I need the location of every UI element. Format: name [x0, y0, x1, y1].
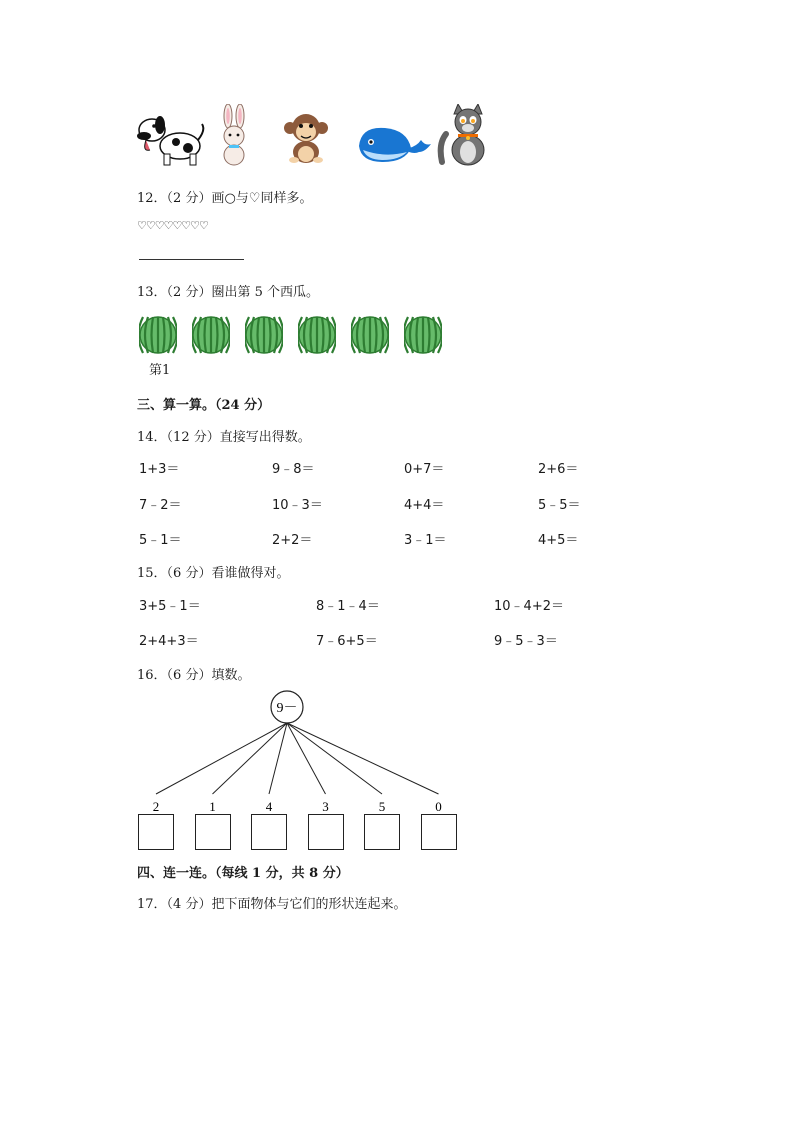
- equation[interactable]: 9﹣8＝: [272, 462, 315, 477]
- question-17: 17．（4 分）把下面物体与它们的形状连起来。: [137, 897, 407, 912]
- watermelon-icon[interactable]: [139, 316, 177, 354]
- answer-box[interactable]: [251, 814, 287, 850]
- equation[interactable]: 5﹣1＝: [139, 533, 182, 548]
- cat-icon: [436, 104, 492, 166]
- equation[interactable]: 7﹣6+5＝: [316, 634, 378, 649]
- branch-line: [269, 723, 287, 794]
- branch-line: [287, 723, 382, 794]
- question-15: 15．（6 分）看谁做得对。: [137, 566, 290, 581]
- equation[interactable]: 4+5＝: [538, 533, 579, 548]
- question-13: 13．（2 分）圈出第 5 个西瓜。: [137, 285, 319, 300]
- question-16: 16．（6 分）填数。: [137, 668, 251, 683]
- section-4-title: 四、连一连。（每线 1 分，共 8 分）: [137, 866, 349, 881]
- branch-line: [213, 723, 288, 794]
- answer-box[interactable]: [308, 814, 344, 850]
- question-14: 14．（12 分）直接写出得数。: [137, 430, 311, 445]
- answer-box[interactable]: [195, 814, 231, 850]
- equation[interactable]: 0+7＝: [404, 462, 445, 477]
- watermelon-icon[interactable]: [351, 316, 389, 354]
- equation[interactable]: 5﹣5＝: [538, 498, 581, 513]
- number-tree: [130, 686, 470, 856]
- root-label: 9－: [276, 701, 298, 716]
- watermelon-icon[interactable]: [192, 316, 230, 354]
- answer-box[interactable]: [421, 814, 457, 850]
- branch-number: 2: [152, 799, 160, 814]
- branch-number: 1: [209, 799, 216, 814]
- whale-icon: [355, 122, 433, 164]
- equation[interactable]: 8﹣1﹣4＝: [316, 599, 380, 614]
- equation[interactable]: 9﹣5﹣3＝: [494, 634, 558, 649]
- dog-icon: [134, 110, 206, 166]
- rabbit-icon: [217, 104, 251, 166]
- monkey-icon: [282, 112, 330, 164]
- equation[interactable]: 3+5﹣1＝: [139, 599, 201, 614]
- hearts-row: ♡♡♡♡♡♡♡♡: [137, 219, 208, 232]
- watermelon-row: [139, 316, 459, 356]
- branch-line: [287, 723, 439, 794]
- answer-line[interactable]: [139, 259, 244, 260]
- equation[interactable]: 10﹣4+2＝: [494, 599, 564, 614]
- equation[interactable]: 3﹣1＝: [404, 533, 447, 548]
- equation[interactable]: 2+6＝: [538, 462, 579, 477]
- equation[interactable]: 2+2＝: [272, 533, 313, 548]
- equation[interactable]: 10﹣3＝: [272, 498, 323, 513]
- watermelon-icon[interactable]: [245, 316, 283, 354]
- branch-number: 3: [322, 799, 329, 814]
- section-3-title: 三、算一算。（24 分）: [137, 398, 271, 413]
- equation[interactable]: 7﹣2＝: [139, 498, 182, 513]
- watermelon-icon[interactable]: [404, 316, 442, 354]
- watermelon-icon[interactable]: [298, 316, 336, 354]
- equation[interactable]: 1+3＝: [139, 462, 180, 477]
- question-12: 12．（2 分）画○与♡同样多。: [137, 191, 313, 206]
- first-label: 第1: [149, 363, 171, 378]
- answer-box[interactable]: [138, 814, 174, 850]
- branch-number: 5: [378, 799, 386, 814]
- equation[interactable]: 2+4+3＝: [139, 634, 199, 649]
- equation[interactable]: 4+4＝: [404, 498, 445, 513]
- branch-line: [287, 723, 326, 794]
- branch-line: [156, 723, 287, 794]
- branch-number: 4: [265, 799, 273, 814]
- branch-number: 0: [435, 799, 442, 814]
- answer-box[interactable]: [364, 814, 400, 850]
